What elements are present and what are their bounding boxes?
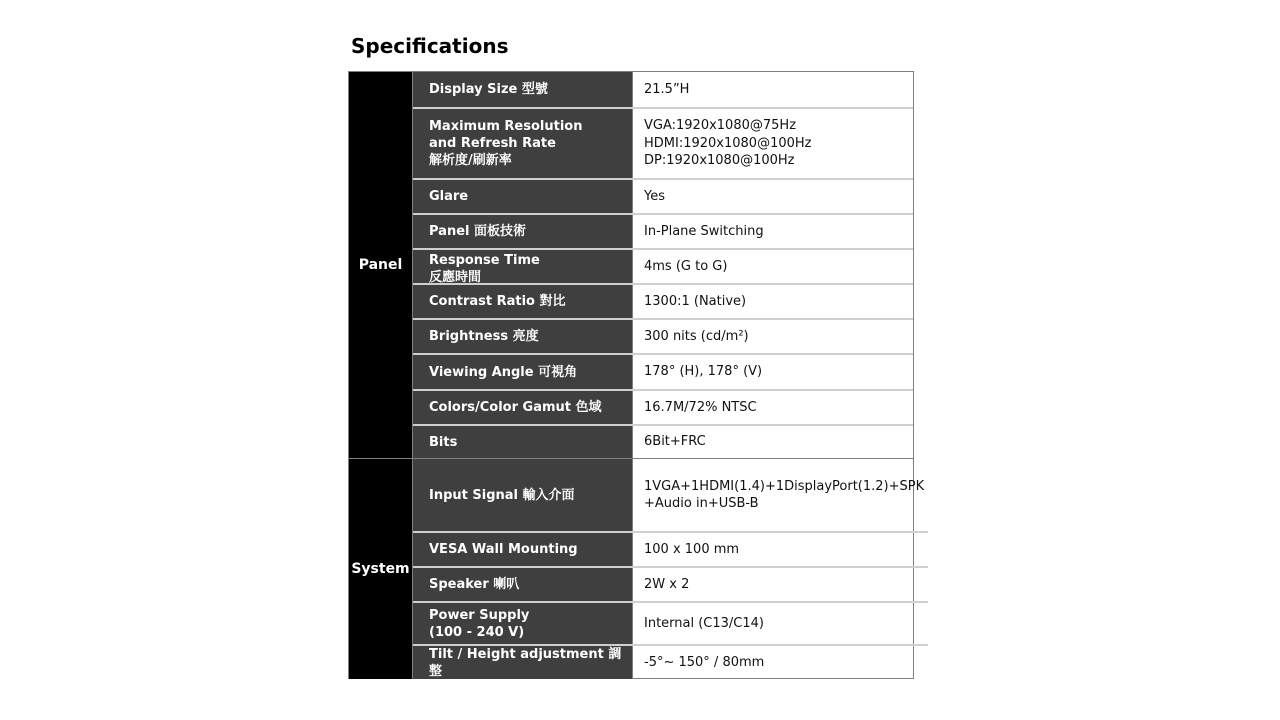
spec-row-vesa bbox=[413, 531, 928, 566]
spec-key: Panel 面板技術 bbox=[413, 215, 633, 248]
spec-value: 16.7M/72% NTSC bbox=[644, 399, 757, 415]
spec-value: 1300:1 (Native) bbox=[644, 293, 747, 309]
group-label-panel: Panel bbox=[349, 72, 413, 458]
spec-row-display-size bbox=[413, 72, 913, 107]
spec-key: Brightness 亮度 bbox=[413, 320, 633, 353]
spec-value: -5°~ 150° / 80mm bbox=[644, 654, 765, 670]
group-rows-system bbox=[413, 459, 928, 679]
spec-key: Colors/Color Gamut 色域 bbox=[413, 391, 633, 424]
spec-value: 2W x 2 bbox=[644, 576, 690, 592]
spec-key: Tilt / Height adjustment 調整 bbox=[413, 646, 633, 679]
spec-key: Speaker 喇叭 bbox=[413, 568, 633, 601]
spec-key: Bits bbox=[413, 426, 633, 458]
spec-row-viewing-angle bbox=[413, 353, 913, 389]
spec-row-bits bbox=[413, 424, 913, 458]
spec-row-tilt-height bbox=[413, 644, 928, 679]
spec-value: 300 nits (cd/m²) bbox=[644, 328, 749, 344]
spec-key: Power Supply (100 - 240 V) bbox=[413, 603, 633, 644]
spec-row-response-time bbox=[413, 248, 913, 283]
spec-value: 1VGA+1HDMI(1.4)+1DisplayPort(1.2)+SPK +Audio in+USB-B bbox=[644, 478, 925, 511]
group-label-system: System bbox=[349, 459, 413, 679]
page-title: Specifications bbox=[351, 34, 509, 58]
spec-key: Input Signal 輸入介面 bbox=[413, 459, 633, 531]
spec-row-speaker bbox=[413, 566, 928, 601]
spec-key: Response Time 反應時間 bbox=[413, 250, 633, 283]
spec-row-input-signal bbox=[413, 459, 928, 531]
spec-value: 21.5”H bbox=[644, 81, 690, 97]
spec-key: VESA Wall Mounting bbox=[413, 533, 633, 566]
spec-row-color-gamut bbox=[413, 389, 913, 424]
spec-group-panel bbox=[349, 72, 913, 458]
spec-key: Maximum Resolution and Refresh Rate 解析度/刷新率 bbox=[413, 109, 633, 178]
spec-row-panel-type bbox=[413, 213, 913, 248]
spec-value: 6Bit+FRC bbox=[644, 434, 706, 450]
spec-group-system bbox=[349, 458, 925, 679]
spec-row-power-supply bbox=[413, 601, 928, 644]
spec-value: 100 x 100 mm bbox=[644, 541, 740, 557]
spec-value: VGA:1920x1080@75Hz HDMI:1920x1080@100Hz DP:1920x1080@100Hz bbox=[644, 118, 812, 169]
spec-value: 4ms (G to G) bbox=[644, 258, 728, 274]
spec-value: Yes bbox=[644, 188, 665, 204]
spec-row-brightness bbox=[413, 318, 913, 353]
spec-row-contrast-ratio bbox=[413, 283, 913, 318]
spec-key: Display Size 型號 bbox=[413, 72, 633, 107]
group-rows-panel bbox=[413, 72, 913, 458]
spec-row-resolution bbox=[413, 107, 913, 178]
spec-value: Internal (C13/C14) bbox=[644, 615, 764, 631]
specifications-table bbox=[348, 71, 925, 679]
spec-key: Glare bbox=[413, 180, 633, 213]
spec-row-glare bbox=[413, 178, 913, 213]
spec-value: In-Plane Switching bbox=[644, 223, 764, 239]
spec-key: Viewing Angle 可視角 bbox=[413, 355, 633, 389]
spec-key: Contrast Ratio 對比 bbox=[413, 285, 633, 318]
spec-value: 178° (H), 178° (V) bbox=[644, 364, 763, 380]
